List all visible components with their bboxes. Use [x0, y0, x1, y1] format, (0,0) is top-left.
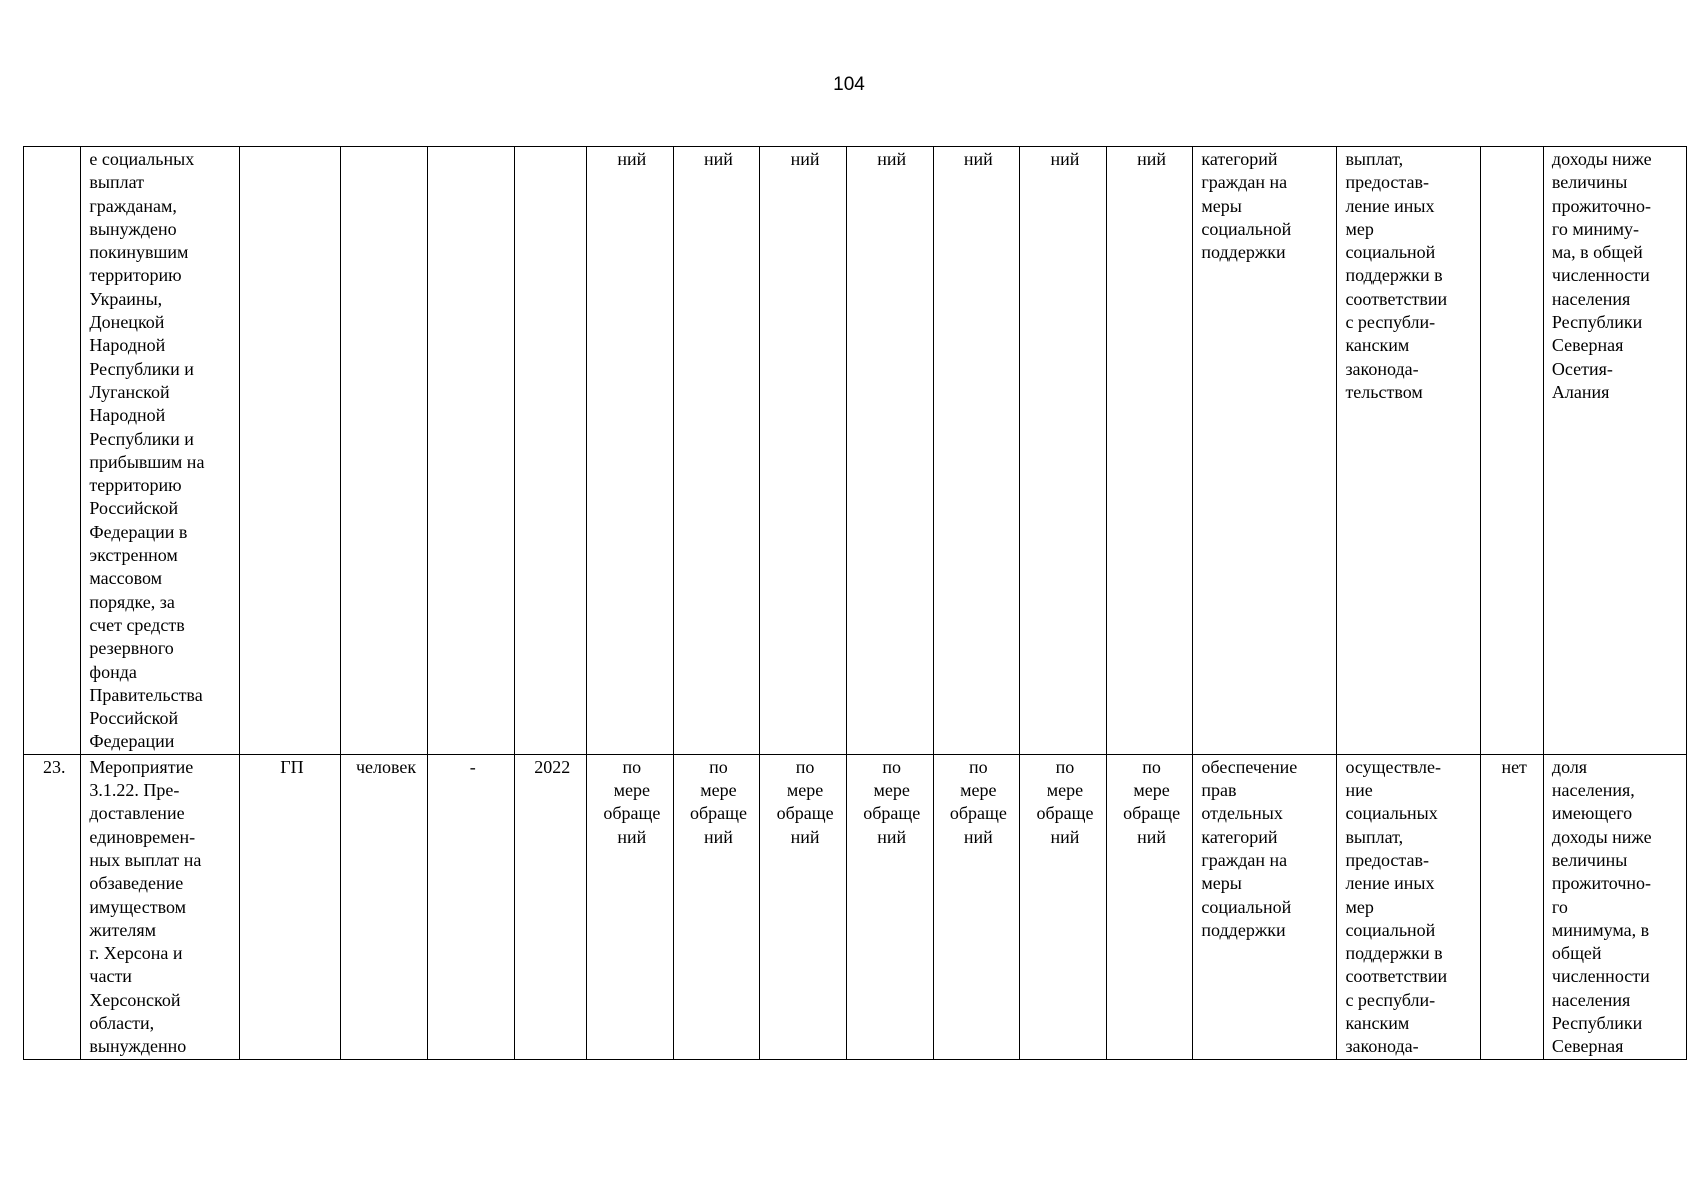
table-row [24, 754, 1687, 1059]
table-row [24, 147, 1687, 755]
goal-cell: обеспечение прав отдельных категорий граждан на меры социальной поддержки [1193, 754, 1337, 1059]
value-cell: ний [1020, 147, 1107, 755]
value-cell: ний [760, 147, 847, 755]
task-cell: осуществле- ние социальных выплат, предостав- ление иных мер социальной поддержки в соответствии с республи- канским законода- [1337, 754, 1481, 1059]
value-cell: по мере обраще ний [846, 754, 933, 1059]
value-cell: ний [673, 147, 760, 755]
year-cell [514, 147, 587, 755]
value-cell: по мере обраще ний [1020, 754, 1107, 1059]
event-cell: е социальных выплат гражданам, вынуждено покинувшим территорию Украины, Донецкой Народной Республики и Луганской Народной Республики и прибывшим на территорию Российской Федерации в экстренном массовом порядке, за счет средств резервного фонда Правительства Российской Федерации [81, 147, 239, 755]
value-cell: по мере обраще ний [673, 754, 760, 1059]
flag-cell [1481, 147, 1543, 755]
program-table [23, 146, 1687, 1060]
flag-cell: нет [1481, 754, 1543, 1059]
indicator-cell: доля населения, имеющего доходы ниже величины прожиточно- го минимума, в общей численности населения Республики Северная [1543, 754, 1686, 1059]
unit-cell: человек [341, 754, 428, 1059]
base-value-cell [427, 147, 514, 755]
row-number-cell [24, 147, 81, 755]
row-number-cell: 23. [24, 754, 81, 1059]
page-number: 104 [833, 74, 865, 95]
value-cell: ний [1106, 147, 1193, 755]
value-cell: по мере обраще ний [587, 754, 674, 1059]
value-cell: по мере обраще ний [1106, 754, 1193, 1059]
value-cell: по мере обраще ний [760, 754, 847, 1059]
unit-cell [341, 147, 428, 755]
value-cell: ний [846, 147, 933, 755]
goal-cell: категорий граждан на меры социальной поддержки [1193, 147, 1337, 755]
program-cell [239, 147, 341, 755]
program-cell: ГП [239, 754, 341, 1059]
value-cell: ний [587, 147, 674, 755]
indicator-cell: доходы ниже величины прожиточно- го миниму- ма, в общей численности населения Республики Северная Осетия- Алания [1543, 147, 1686, 755]
year-cell: 2022 [514, 754, 587, 1059]
value-cell: ний [933, 147, 1020, 755]
event-cell: Мероприятие 3.1.22. Пре- доставление единовремен- ных выплат на обзаведение имуществом жителям г. Херсона и части Херсонской области, вынужденно [81, 754, 239, 1059]
base-value-cell: - [427, 754, 514, 1059]
value-cell: по мере обраще ний [933, 754, 1020, 1059]
task-cell: выплат, предостав- ление иных мер социальной поддержки в соответствии с республи- канским законода- тельством [1337, 147, 1481, 755]
